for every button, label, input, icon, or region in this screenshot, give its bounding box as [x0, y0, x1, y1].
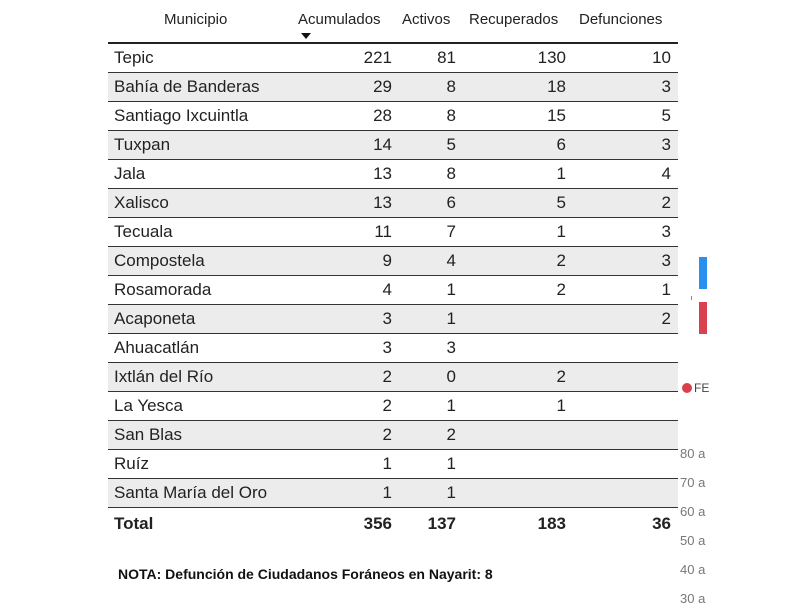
cell-activos: 8 — [446, 106, 456, 125]
total-activos: 137 — [427, 514, 456, 533]
cell-activos: 3 — [446, 338, 456, 357]
cell-municipio: Rosamorada — [114, 280, 212, 299]
cell-acumulados: 4 — [382, 280, 392, 299]
cell-activos: 8 — [446, 77, 456, 96]
table-body — [108, 44, 678, 508]
cell-activos: 1 — [446, 454, 456, 473]
cell-municipio: Tuxpan — [114, 135, 171, 154]
legend-label-fragment: FE — [694, 381, 710, 395]
table-row[interactable] — [108, 102, 678, 131]
cell-recuperados: 2 — [556, 251, 566, 270]
cell-recuperados: 18 — [547, 77, 566, 96]
cell-recuperados: 1 — [556, 396, 566, 415]
cell-acumulados: 28 — [373, 106, 392, 125]
column-header-defunciones[interactable]: Defunciones — [579, 11, 663, 28]
covid-municipality-table — [108, 0, 678, 540]
side-chart-fragment — [678, 0, 800, 606]
cell-activos: 6 — [446, 193, 456, 212]
axis-label: 80 a — [680, 446, 706, 461]
total-label: Total — [114, 514, 154, 533]
cell-activos: 81 — [437, 48, 456, 67]
cell-acumulados: 9 — [382, 251, 392, 270]
column-header-recuperados[interactable]: Recuperados — [469, 11, 559, 28]
cell-acumulados: 14 — [373, 135, 392, 154]
cell-defunciones: 3 — [661, 222, 671, 241]
table-row[interactable] — [108, 218, 678, 247]
total-row — [108, 508, 678, 540]
cell-recuperados: 15 — [547, 106, 566, 125]
table-row[interactable] — [108, 276, 678, 305]
axis-label: 40 a — [680, 562, 706, 577]
axis-label: 30 a — [680, 591, 706, 606]
table-row[interactable] — [108, 73, 678, 102]
column-header-municipio[interactable]: Municipio — [164, 11, 228, 28]
cell-acumulados: 3 — [382, 338, 392, 357]
cell-activos: 1 — [446, 483, 456, 502]
cell-municipio: Santiago Ixcuintla — [114, 106, 249, 125]
table-row[interactable] — [108, 160, 678, 189]
total-defunciones: 36 — [652, 514, 671, 533]
axis-label: 70 a — [680, 475, 706, 490]
cell-activos: 7 — [446, 222, 456, 241]
table-row[interactable] — [108, 450, 678, 479]
cell-recuperados: 5 — [556, 193, 566, 212]
table-row[interactable] — [108, 479, 678, 508]
cell-municipio: Tecuala — [114, 222, 173, 241]
cell-acumulados: 11 — [374, 222, 392, 241]
cell-defunciones: 1 — [661, 280, 671, 299]
cell-acumulados: 29 — [373, 77, 392, 96]
table-header — [108, 0, 678, 44]
cell-activos: 1 — [446, 309, 456, 328]
table-row[interactable] — [108, 247, 678, 276]
cell-municipio: Bahía de Banderas — [114, 77, 260, 96]
cell-acumulados: 13 — [373, 193, 392, 212]
table-row[interactable] — [108, 421, 678, 450]
cell-recuperados: 2 — [556, 280, 566, 299]
total-acumulados: 356 — [363, 514, 392, 533]
cell-recuperados: 130 — [537, 48, 566, 67]
cell-recuperados: 6 — [556, 135, 566, 154]
cell-defunciones: 3 — [661, 77, 671, 96]
cell-defunciones: 2 — [661, 193, 671, 212]
axis-label: 50 a — [680, 533, 706, 548]
cell-acumulados: 221 — [363, 48, 392, 67]
cell-activos: 2 — [446, 425, 456, 444]
table-row[interactable] — [108, 392, 678, 421]
table-row[interactable] — [108, 131, 678, 160]
cell-municipio: Xalisco — [114, 193, 169, 212]
tick-mark — [691, 296, 692, 300]
cell-defunciones: 5 — [661, 106, 671, 125]
cell-acumulados: 13 — [373, 164, 392, 183]
cell-acumulados: 1 — [382, 454, 392, 473]
cell-activos: 0 — [446, 367, 456, 386]
cell-activos: 1 — [446, 396, 456, 415]
cell-recuperados: 1 — [556, 222, 566, 241]
cell-municipio: Ahuacatlán — [114, 338, 200, 357]
cell-acumulados: 2 — [382, 396, 392, 415]
legend-dot-icon — [682, 383, 692, 393]
total-recuperados: 183 — [537, 514, 566, 533]
table-row[interactable] — [108, 189, 678, 218]
table-row[interactable] — [108, 334, 678, 363]
cell-acumulados: 2 — [382, 425, 392, 444]
cell-municipio: Ruíz — [114, 454, 149, 473]
cell-activos: 5 — [446, 135, 456, 154]
red-bar-fragment — [699, 302, 707, 334]
sort-descending-icon[interactable] — [301, 33, 311, 39]
cell-acumulados: 2 — [382, 367, 392, 386]
cell-activos: 4 — [446, 251, 456, 270]
axis-label: 60 a — [680, 504, 706, 519]
cell-defunciones: 10 — [652, 48, 671, 67]
cell-municipio: Ixtlán del Río — [114, 367, 214, 386]
cell-activos: 8 — [446, 164, 456, 183]
cell-recuperados: 1 — [556, 164, 566, 183]
table-row[interactable] — [108, 44, 678, 73]
cell-acumulados: 1 — [382, 483, 392, 502]
cell-municipio: Acaponeta — [114, 309, 196, 328]
cell-municipio: San Blas — [114, 425, 183, 444]
cell-defunciones: 3 — [661, 135, 671, 154]
cell-defunciones: 3 — [661, 251, 671, 270]
table-row[interactable] — [108, 305, 678, 334]
cell-recuperados: 2 — [556, 367, 566, 386]
column-header-activos[interactable]: Activos — [402, 11, 451, 28]
table-row[interactable] — [108, 363, 678, 392]
column-header-acumulados[interactable]: Acumulados — [298, 11, 381, 28]
cell-municipio: Compostela — [114, 251, 205, 270]
cell-acumulados: 3 — [382, 309, 392, 328]
footnote: NOTA: Defunción de Ciudadanos Foráneos en Nayarit: 8 — [118, 566, 493, 582]
cell-municipio: Jala — [114, 164, 146, 183]
cell-defunciones: 4 — [661, 164, 671, 183]
cell-defunciones: 2 — [661, 309, 671, 328]
cell-municipio: Santa María del Oro — [114, 483, 268, 502]
blue-bar-fragment — [699, 257, 707, 289]
cell-municipio: La Yesca — [114, 396, 184, 415]
cell-activos: 1 — [446, 280, 456, 299]
cell-municipio: Tepic — [114, 48, 154, 67]
